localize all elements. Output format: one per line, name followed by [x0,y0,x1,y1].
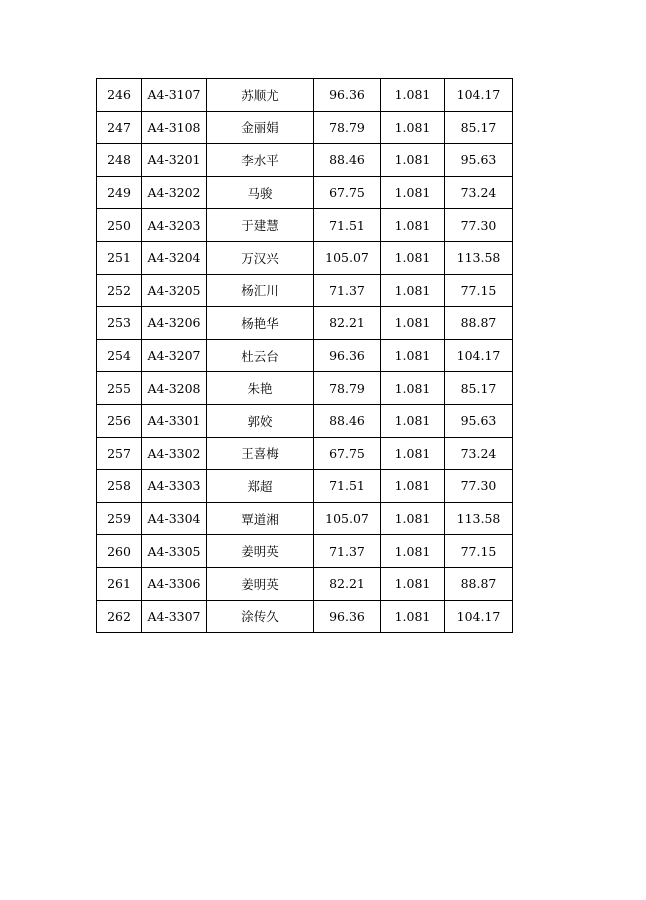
total-cell: 95.63 [445,144,513,177]
area-cell: 105.07 [314,502,381,535]
owner-name-cell: 苏顺尤 [207,79,314,112]
row-number-cell: 248 [97,144,142,177]
row-number-cell: 256 [97,404,142,437]
unit-code-cell: A4-3107 [142,79,207,112]
total-cell: 113.58 [445,502,513,535]
unit-code-cell: A4-3205 [142,274,207,307]
coefficient-cell: 1.081 [381,274,445,307]
row-number-cell: 252 [97,274,142,307]
coefficient-cell: 1.081 [381,307,445,340]
coefficient-cell: 1.081 [381,404,445,437]
table-row [97,437,513,470]
unit-code-cell: A4-3306 [142,567,207,600]
area-cell: 105.07 [314,241,381,274]
unit-code-cell: A4-3204 [142,241,207,274]
area-cell: 71.51 [314,470,381,503]
owner-name-cell: 郭姣 [207,404,314,437]
area-cell: 78.79 [314,111,381,144]
row-number-cell: 260 [97,535,142,568]
table-row [97,241,513,274]
row-number-cell: 258 [97,470,142,503]
table-row [97,209,513,242]
unit-code-cell: A4-3203 [142,209,207,242]
owner-name-cell: 涂传久 [207,600,314,633]
area-cell: 67.75 [314,176,381,209]
owner-name-cell: 李水平 [207,144,314,177]
table-row [97,79,513,112]
table-row [97,567,513,600]
area-cell: 82.21 [314,307,381,340]
total-cell: 77.30 [445,209,513,242]
owner-name-cell: 姜明英 [207,567,314,600]
total-cell: 88.87 [445,567,513,600]
coefficient-cell: 1.081 [381,339,445,372]
unit-code-cell: A4-3301 [142,404,207,437]
data-table [96,78,513,633]
total-cell: 104.17 [445,339,513,372]
unit-code-cell: A4-3302 [142,437,207,470]
unit-code-cell: A4-3304 [142,502,207,535]
area-cell: 71.37 [314,535,381,568]
area-cell: 67.75 [314,437,381,470]
row-number-cell: 262 [97,600,142,633]
owner-name-cell: 金丽娟 [207,111,314,144]
total-cell: 95.63 [445,404,513,437]
row-number-cell: 259 [97,502,142,535]
total-cell: 104.17 [445,79,513,112]
area-cell: 78.79 [314,372,381,405]
total-cell: 73.24 [445,176,513,209]
coefficient-cell: 1.081 [381,79,445,112]
row-number-cell: 246 [97,79,142,112]
area-cell: 71.37 [314,274,381,307]
coefficient-cell: 1.081 [381,209,445,242]
area-cell: 96.36 [314,79,381,112]
area-cell: 96.36 [314,600,381,633]
owner-name-cell: 杜云台 [207,339,314,372]
coefficient-cell: 1.081 [381,372,445,405]
owner-name-cell: 覃道湘 [207,502,314,535]
unit-code-cell: A4-3108 [142,111,207,144]
row-number-cell: 253 [97,307,142,340]
owner-name-cell: 王喜梅 [207,437,314,470]
total-cell: 73.24 [445,437,513,470]
row-number-cell: 261 [97,567,142,600]
area-cell: 88.46 [314,144,381,177]
table-row [97,404,513,437]
owner-name-cell: 杨汇川 [207,274,314,307]
area-cell: 71.51 [314,209,381,242]
total-cell: 85.17 [445,372,513,405]
coefficient-cell: 1.081 [381,176,445,209]
unit-code-cell: A4-3307 [142,600,207,633]
coefficient-cell: 1.081 [381,437,445,470]
table-row [97,111,513,144]
table-row [97,144,513,177]
owner-name-cell: 姜明英 [207,535,314,568]
row-number-cell: 250 [97,209,142,242]
coefficient-cell: 1.081 [381,502,445,535]
coefficient-cell: 1.081 [381,600,445,633]
area-cell: 88.46 [314,404,381,437]
table-row [97,502,513,535]
owner-name-cell: 万汉兴 [207,241,314,274]
table-row [97,339,513,372]
total-cell: 85.17 [445,111,513,144]
table-row [97,274,513,307]
table-row [97,470,513,503]
area-cell: 96.36 [314,339,381,372]
total-cell: 77.30 [445,470,513,503]
owner-name-cell: 朱艳 [207,372,314,405]
unit-code-cell: A4-3201 [142,144,207,177]
coefficient-cell: 1.081 [381,144,445,177]
row-number-cell: 251 [97,241,142,274]
unit-code-cell: A4-3208 [142,372,207,405]
coefficient-cell: 1.081 [381,535,445,568]
area-cell: 82.21 [314,567,381,600]
table-body [97,79,513,633]
total-cell: 77.15 [445,535,513,568]
coefficient-cell: 1.081 [381,111,445,144]
total-cell: 113.58 [445,241,513,274]
coefficient-cell: 1.081 [381,470,445,503]
owner-name-cell: 于建慧 [207,209,314,242]
table-row [97,600,513,633]
unit-code-cell: A4-3202 [142,176,207,209]
total-cell: 77.15 [445,274,513,307]
coefficient-cell: 1.081 [381,241,445,274]
row-number-cell: 255 [97,372,142,405]
row-number-cell: 249 [97,176,142,209]
unit-code-cell: A4-3206 [142,307,207,340]
unit-code-cell: A4-3207 [142,339,207,372]
owner-name-cell: 马骏 [207,176,314,209]
table-row [97,372,513,405]
row-number-cell: 257 [97,437,142,470]
row-number-cell: 247 [97,111,142,144]
unit-code-cell: A4-3303 [142,470,207,503]
owner-name-cell: 郑超 [207,470,314,503]
table-row [97,535,513,568]
table-row [97,176,513,209]
unit-code-cell: A4-3305 [142,535,207,568]
total-cell: 104.17 [445,600,513,633]
row-number-cell: 254 [97,339,142,372]
coefficient-cell: 1.081 [381,567,445,600]
total-cell: 88.87 [445,307,513,340]
table-row [97,307,513,340]
owner-name-cell: 杨艳华 [207,307,314,340]
